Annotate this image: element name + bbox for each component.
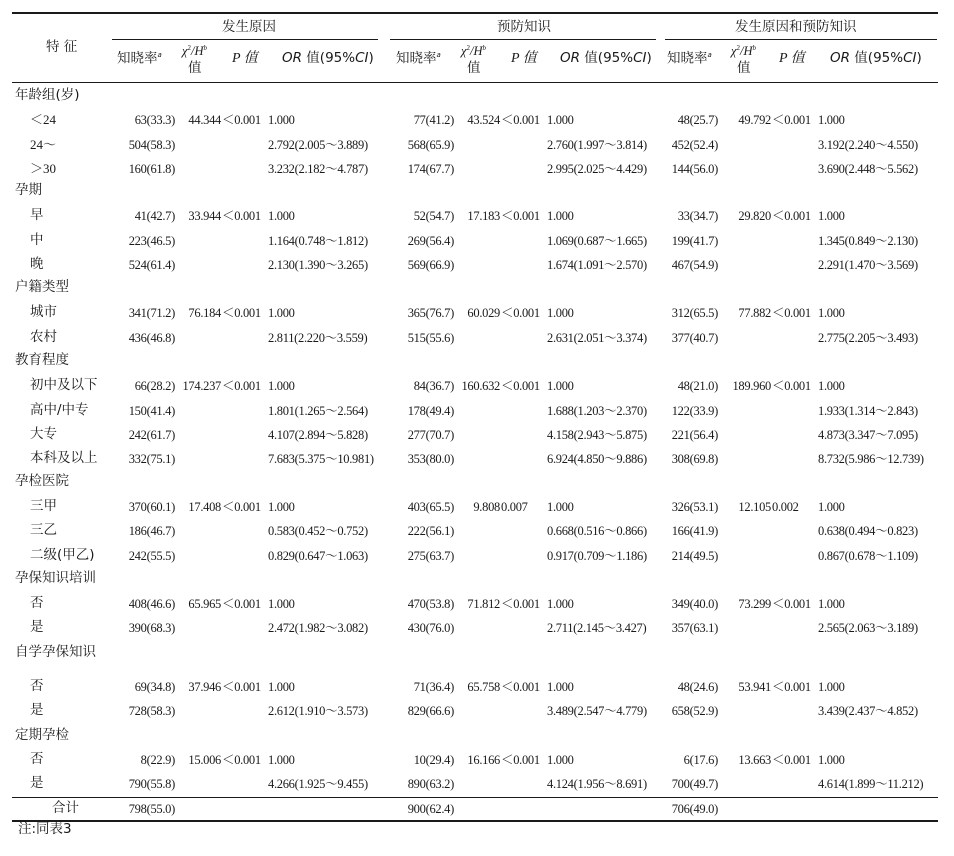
p-cell: ＜0.001 <box>501 597 540 611</box>
rate-cell: 214(49.5) <box>671 549 718 563</box>
or-cell: 8.732(5.986～12.739) <box>818 452 924 466</box>
p-cell: ＜0.001 <box>222 306 261 320</box>
or-end: ) <box>916 50 922 66</box>
rate-cell: 798(55.0) <box>128 802 175 816</box>
rate-cell: 10(29.4) <box>413 753 454 767</box>
rate-cell: 332(75.1) <box>128 452 175 466</box>
chi-cell: 76.184 <box>188 306 221 320</box>
row-label: 二级(甲乙) <box>30 547 95 563</box>
row-label: 城市 <box>30 304 57 320</box>
rate-cell: 160(61.8) <box>128 162 175 176</box>
or-cell: 4.158(2.943～5.875) <box>547 428 647 442</box>
or-cell: 1.000 <box>818 209 845 223</box>
or-cell: 1.674(1.091～2.570) <box>547 258 647 272</box>
group-rule-2 <box>390 39 656 40</box>
rate-cell: 790(55.8) <box>128 777 175 791</box>
rate-cell: 658(52.9) <box>671 704 718 718</box>
p-header: P 值 <box>232 51 258 66</box>
rate-cell: 569(66.9) <box>407 258 454 272</box>
rate-cell: 515(55.6) <box>407 331 454 345</box>
category-label: 定期孕检 <box>15 727 69 743</box>
chi-cell: 174.237 <box>182 379 221 393</box>
category-label: 孕检医院 <box>15 473 69 489</box>
or-cell: 0.829(0.647～1.063) <box>268 549 368 563</box>
rate-cell: 365(76.7) <box>407 306 454 320</box>
p-cell: ＜0.001 <box>222 209 261 223</box>
chi-cell: 189.960 <box>732 379 771 393</box>
rate-cell: 728(58.3) <box>128 704 175 718</box>
p-cell: ＜0.001 <box>772 209 811 223</box>
p-cell: ＜0.001 <box>772 306 811 320</box>
total-top-rule <box>12 797 938 798</box>
or-cell: 2.631(2.051～3.374) <box>547 331 647 345</box>
or-main: OR <box>282 50 303 66</box>
rate-sup: a <box>707 51 712 59</box>
p-cell: ＜0.001 <box>222 113 261 127</box>
p-header: P 值 <box>779 51 805 66</box>
rate-cell: 77(41.2) <box>413 113 454 127</box>
rate-cell: 504(58.3) <box>128 138 175 152</box>
chi-cell: 37.946 <box>188 680 221 694</box>
or-cell: 1.000 <box>547 597 574 611</box>
category-label: 教育程度 <box>15 352 69 368</box>
chi-h-sup: b <box>752 44 756 52</box>
p-header: P 值 <box>511 51 537 66</box>
or-cell: 2.565(2.063～3.189) <box>818 621 918 635</box>
rate-cell: 84(36.7) <box>413 379 454 393</box>
or-cell: 2.760(1.997～3.814) <box>547 138 647 152</box>
p-cell: ＜0.001 <box>772 753 811 767</box>
row-label: 否 <box>30 678 44 694</box>
rate-sup: a <box>436 51 441 59</box>
category-label: 孕保知识培训 <box>15 570 96 586</box>
or-cell: 1.000 <box>268 753 295 767</box>
rate-cell: 370(60.1) <box>128 500 175 514</box>
row-label: 农村 <box>30 329 57 345</box>
or-cell: 1.000 <box>268 306 295 320</box>
chi-header <box>461 45 486 58</box>
row-label: 高中/中专 <box>30 402 89 418</box>
rate-cell: 452(52.4) <box>671 138 718 152</box>
row-label: 24～ <box>30 137 57 152</box>
chi-cell: 9.808 <box>473 500 500 514</box>
row-label: 早 <box>30 207 44 223</box>
group-header-3: 发生原因和预防知识 <box>735 19 857 35</box>
or-header <box>830 52 922 66</box>
rate-cell: 122(33.9) <box>671 404 718 418</box>
or-cell: 1.000 <box>268 500 295 514</box>
rate-cell: 66(28.2) <box>134 379 175 393</box>
or-cell: 1.000 <box>818 597 845 611</box>
or-cell: 1.000 <box>818 379 845 393</box>
p-cell: ＜0.001 <box>501 753 540 767</box>
group-header-1: 发生原因 <box>222 19 276 35</box>
or-rest: 值(95% <box>850 50 904 66</box>
chi-cell: 17.183 <box>467 209 500 223</box>
or-ci: CI <box>633 50 647 66</box>
rate-cell: 242(55.5) <box>128 549 175 563</box>
chi-cell: 29.820 <box>738 209 771 223</box>
rate-cell: 353(80.0) <box>407 452 454 466</box>
or-cell: 2.995(2.025～4.429) <box>547 162 647 176</box>
chi-sup: 2 <box>187 44 191 52</box>
rate-cell: 706(49.0) <box>671 802 718 816</box>
chi-cell: 160.632 <box>461 379 500 393</box>
or-rest: 值(95% <box>302 50 356 66</box>
chi-cell: 65.758 <box>467 680 500 694</box>
or-cell: 4.107(2.894～5.828) <box>268 428 368 442</box>
bottom-rule <box>12 820 938 822</box>
or-cell: 0.867(0.678～1.109) <box>818 549 918 563</box>
or-ci: CI <box>903 50 917 66</box>
row-label: 否 <box>30 595 44 611</box>
chi-symbol: χ <box>182 44 188 59</box>
or-main: OR <box>830 50 851 66</box>
or-cell: 7.683(5.375～10.981) <box>268 452 374 466</box>
chi-header-line2: 值 <box>188 60 202 76</box>
rate-cell: 275(63.7) <box>407 549 454 563</box>
chi-header <box>731 45 756 58</box>
row-label: 是 <box>30 702 44 718</box>
rate-cell: 48(21.0) <box>677 379 718 393</box>
or-ci: CI <box>355 50 369 66</box>
chi-h: /H <box>470 44 483 59</box>
or-cell: 3.690(2.448～5.562) <box>818 162 918 176</box>
or-cell: 1.000 <box>547 306 574 320</box>
or-cell: 1.000 <box>818 680 845 694</box>
or-cell: 3.232(2.182～4.787) <box>268 162 368 176</box>
p-cell: ＜0.001 <box>501 680 540 694</box>
or-cell: 2.792(2.005～3.889) <box>268 138 368 152</box>
rate-cell: 178(49.4) <box>407 404 454 418</box>
row-label: 中 <box>30 232 44 248</box>
category-label: 户籍类型 <box>15 279 69 295</box>
or-cell: 3.489(2.547～4.779) <box>547 704 647 718</box>
or-cell: 0.583(0.452～0.752) <box>268 524 368 538</box>
or-cell: 1.688(1.203～2.370) <box>547 404 647 418</box>
rate-cell: 470(53.8) <box>407 597 454 611</box>
or-cell: 0.668(0.516～0.866) <box>547 524 647 538</box>
rate-cell: 390(68.3) <box>128 621 175 635</box>
rate-cell: 52(54.7) <box>413 209 454 223</box>
chi-cell: 49.792 <box>738 113 771 127</box>
or-cell: 1.000 <box>547 209 574 223</box>
rate-cell: 8(22.9) <box>140 753 175 767</box>
rate-cell: 63(33.3) <box>134 113 175 127</box>
category-label: 孕期 <box>15 182 42 198</box>
or-cell: 1.000 <box>547 500 574 514</box>
or-cell: 2.612(1.910～3.573) <box>268 704 368 718</box>
row-label: 晚 <box>30 256 44 272</box>
or-cell: 1.000 <box>547 753 574 767</box>
chi-header-line2: 值 <box>467 60 481 76</box>
or-cell: 1.000 <box>818 113 845 127</box>
rate-cell: 700(49.7) <box>671 777 718 791</box>
or-cell: 6.924(4.850～9.886) <box>547 452 647 466</box>
rate-cell: 308(69.8) <box>671 452 718 466</box>
or-header <box>560 52 652 66</box>
rate-cell: 144(56.0) <box>671 162 718 176</box>
rate-cell: 48(24.6) <box>677 680 718 694</box>
rate-cell: 269(56.4) <box>407 234 454 248</box>
p-cell: ＜0.001 <box>222 500 261 514</box>
chi-cell: 71.812 <box>467 597 500 611</box>
rate-cell: 900(62.4) <box>407 802 454 816</box>
or-cell: 2.130(1.390～3.265) <box>268 258 368 272</box>
p-cell: ＜0.001 <box>222 680 261 694</box>
or-cell: 3.439(2.437～4.852) <box>818 704 918 718</box>
rate-label: 知晓率 <box>667 50 708 67</box>
or-cell: 4.124(1.956～8.691) <box>547 777 647 791</box>
row-label: 本科及以上 <box>30 450 98 466</box>
rate-cell: 349(40.0) <box>671 597 718 611</box>
rate-cell: 69(34.8) <box>134 680 175 694</box>
or-cell: 2.472(1.982～3.082) <box>268 621 368 635</box>
row-label: 是 <box>30 775 44 791</box>
chi-cell: 53.941 <box>738 680 771 694</box>
or-cell: 1.801(1.265～2.564) <box>268 404 368 418</box>
chi-cell: 16.166 <box>467 753 500 767</box>
rate-cell: 48(25.7) <box>677 113 718 127</box>
group-rule-1 <box>112 39 378 40</box>
p-cell: ＜0.001 <box>772 680 811 694</box>
or-rest: 值(95% <box>580 50 634 66</box>
chi-header <box>182 45 207 58</box>
row-label: 否 <box>30 751 44 767</box>
rate-cell: 41(42.7) <box>134 209 175 223</box>
p-cell: ＜0.001 <box>222 379 261 393</box>
or-cell: 1.000 <box>818 306 845 320</box>
or-cell: 1.069(0.687～1.665) <box>547 234 647 248</box>
table-note: 注:同表3 <box>18 821 72 837</box>
rate-cell: 242(61.7) <box>128 428 175 442</box>
row-label: 是 <box>30 619 44 635</box>
chi-sup: 2 <box>736 44 740 52</box>
rate-cell: 150(41.4) <box>128 404 175 418</box>
chi-h-sup: b <box>482 44 486 52</box>
chi-cell: 73.299 <box>738 597 771 611</box>
rate-label: 知晓率 <box>117 50 158 67</box>
p-cell: ＜0.001 <box>222 597 261 611</box>
rate-cell: 312(65.5) <box>671 306 718 320</box>
or-cell: 4.266(1.925～9.455) <box>268 777 368 791</box>
chi-h-sup: b <box>203 44 207 52</box>
chi-cell: 33.944 <box>188 209 221 223</box>
rate-cell: 222(56.1) <box>407 524 454 538</box>
or-cell: 2.711(2.145～3.427) <box>547 621 647 635</box>
rate-cell: 403(65.5) <box>407 500 454 514</box>
p-cell: ＜0.001 <box>501 306 540 320</box>
or-cell: 1.164(0.748～1.812) <box>268 234 368 248</box>
chi-header-line2: 值 <box>737 60 751 76</box>
chi-symbol: χ <box>461 44 467 59</box>
rate-cell: 326(53.1) <box>671 500 718 514</box>
rate-cell: 829(66.6) <box>407 704 454 718</box>
p-cell: ＜0.001 <box>501 209 540 223</box>
chi-cell: 13.663 <box>738 753 771 767</box>
or-end: ) <box>646 50 652 66</box>
rate-sup: a <box>157 51 162 59</box>
row-label: 大专 <box>30 426 57 442</box>
chi-cell: 12.105 <box>738 500 771 514</box>
or-cell: 1.000 <box>268 680 295 694</box>
p-cell: ＜0.001 <box>772 113 811 127</box>
chi-symbol: χ <box>731 44 737 59</box>
chi-h: /H <box>191 44 204 59</box>
row-label: 三乙 <box>30 522 57 538</box>
rate-cell: 33(34.7) <box>677 209 718 223</box>
chi-cell: 60.029 <box>467 306 500 320</box>
rate-cell: 186(46.7) <box>128 524 175 538</box>
total-label: 合计 <box>52 800 79 816</box>
chi-cell: 77.882 <box>738 306 771 320</box>
rate-cell: 71(36.4) <box>413 680 454 694</box>
feature-header: 特 征 <box>46 39 78 55</box>
or-header <box>282 52 374 66</box>
or-cell: 1.000 <box>547 379 574 393</box>
row-label: ＜24 <box>30 112 57 127</box>
top-rule <box>12 12 938 14</box>
or-main: OR <box>560 50 581 66</box>
rate-cell: 377(40.7) <box>671 331 718 345</box>
or-cell: 1.000 <box>818 500 845 514</box>
rate-cell: 6(17.6) <box>683 753 718 767</box>
rate-cell: 408(46.6) <box>128 597 175 611</box>
or-cell: 4.614(1.899～11.212) <box>818 777 924 791</box>
header-bottom-rule <box>12 82 938 83</box>
or-cell: 1.000 <box>268 379 295 393</box>
rate-cell: 223(46.5) <box>128 234 175 248</box>
p-cell: 0.007 <box>501 500 528 514</box>
rate-cell: 467(54.9) <box>671 258 718 272</box>
chi-cell: 15.006 <box>188 753 221 767</box>
category-label: 年龄组(岁) <box>15 87 80 103</box>
rate-cell: 436(46.8) <box>128 331 175 345</box>
rate-cell: 341(71.2) <box>128 306 175 320</box>
p-cell: ＜0.001 <box>772 597 811 611</box>
or-cell: 1.000 <box>268 597 295 611</box>
or-cell: 1.000 <box>818 753 845 767</box>
or-cell: 4.873(3.347～7.095) <box>818 428 918 442</box>
rate-cell: 890(63.2) <box>407 777 454 791</box>
chi-cell: 65.965 <box>188 597 221 611</box>
row-label: 初中及以下 <box>30 377 98 393</box>
chi-cell: 17.408 <box>188 500 221 514</box>
rate-cell: 174(67.7) <box>407 162 454 176</box>
rate-header <box>667 52 712 66</box>
rate-cell: 277(70.7) <box>407 428 454 442</box>
rate-cell: 524(61.4) <box>128 258 175 272</box>
or-cell: 0.638(0.494～0.823) <box>818 524 918 538</box>
group-header-2: 预防知识 <box>497 19 551 35</box>
chi-cell: 43.524 <box>467 113 500 127</box>
or-cell: 1.933(1.314～2.843) <box>818 404 918 418</box>
row-label: ＞30 <box>30 161 57 176</box>
or-cell: 1.000 <box>268 209 295 223</box>
chi-sup: 2 <box>466 44 470 52</box>
rate-cell: 199(41.7) <box>671 234 718 248</box>
p-cell: ＜0.001 <box>222 753 261 767</box>
or-end: ) <box>368 50 374 66</box>
category-label: 自学孕保知识 <box>15 644 96 660</box>
or-cell: 1.345(0.849～2.130) <box>818 234 918 248</box>
rate-cell: 221(56.4) <box>671 428 718 442</box>
rate-cell: 430(76.0) <box>407 621 454 635</box>
rate-cell: 357(63.1) <box>671 621 718 635</box>
or-cell: 1.000 <box>268 113 295 127</box>
group-rule-3 <box>665 39 937 40</box>
p-cell: ＜0.001 <box>501 379 540 393</box>
or-cell: 1.000 <box>547 680 574 694</box>
or-cell: 0.917(0.709～1.186) <box>547 549 647 563</box>
chi-h: /H <box>740 44 753 59</box>
rate-header <box>396 52 441 66</box>
chi-cell: 44.344 <box>188 113 221 127</box>
or-cell: 1.000 <box>547 113 574 127</box>
or-cell: 3.192(2.240～4.550) <box>818 138 918 152</box>
row-label: 三甲 <box>30 498 57 514</box>
rate-label: 知晓率 <box>396 50 437 67</box>
rate-header <box>117 52 162 66</box>
or-cell: 2.775(2.205～3.493) <box>818 331 918 345</box>
or-cell: 2.291(1.470～3.569) <box>818 258 918 272</box>
p-cell: 0.002 <box>772 500 799 514</box>
p-cell: ＜0.001 <box>772 379 811 393</box>
or-cell: 2.811(2.220～3.559) <box>268 331 368 345</box>
p-cell: ＜0.001 <box>501 113 540 127</box>
rate-cell: 568(65.9) <box>407 138 454 152</box>
rate-cell: 166(41.9) <box>671 524 718 538</box>
